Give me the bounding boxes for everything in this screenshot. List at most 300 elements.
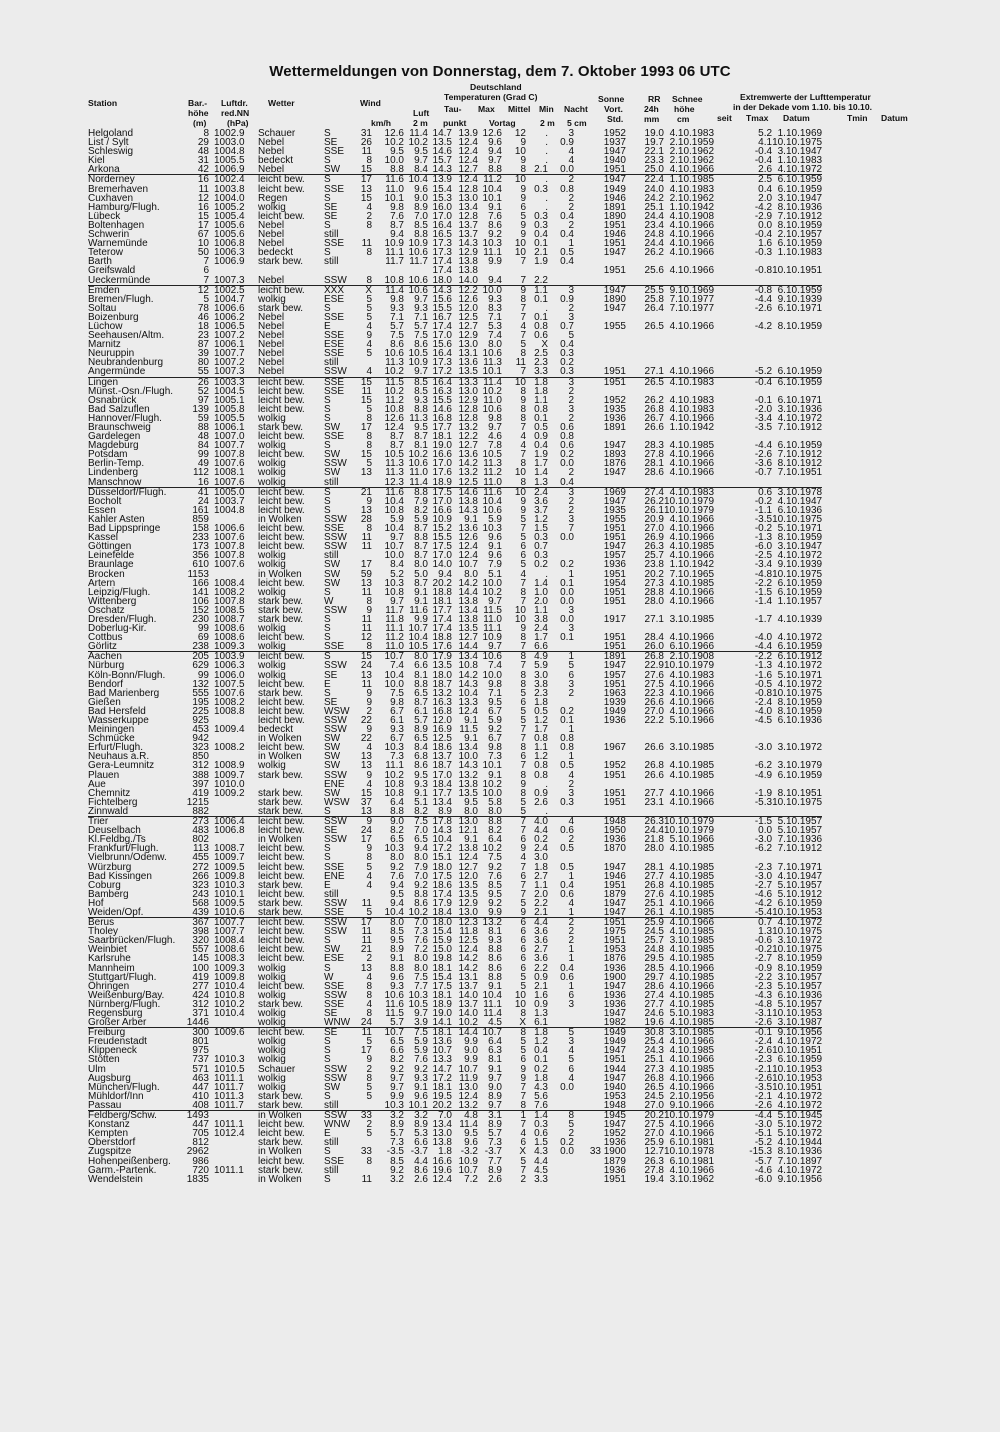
temp-air-cell: 9.6	[390, 971, 404, 983]
temp-min-cell: 10.3	[482, 238, 502, 250]
tmax-date-cell: 4.10.1966	[669, 238, 715, 250]
pressure-cell: 1007.8	[214, 550, 245, 562]
pressure-cell: 1009.5	[214, 861, 245, 873]
wind-dir-cell: SSW	[324, 458, 347, 470]
weather-cell: wolkig	[258, 293, 286, 305]
temp-min-cell: 9.6	[488, 532, 502, 544]
pressure-cell: 1006.8	[214, 238, 245, 250]
night-min-cell: 8	[520, 742, 526, 754]
tmax-date-cell: 4.10.1985	[669, 577, 715, 589]
baro-height-cell: 942	[192, 733, 209, 745]
since-year-cell: 1951	[603, 678, 626, 690]
tmin-cell: -2.3	[754, 1054, 773, 1066]
tmin-date-cell: 3.10.1972	[777, 742, 823, 754]
wind-dir-cell: SW	[324, 944, 341, 956]
tmin-cell: -4.0	[754, 632, 773, 644]
pressure-cell: 1005.4	[214, 210, 245, 222]
temp-air-cell: 10.8	[384, 504, 404, 516]
temp-air-cell: 8.8	[390, 164, 404, 176]
wind-speed-cell: 2	[366, 705, 372, 717]
wind-speed-cell: 17	[360, 1045, 372, 1057]
dewpoint-cell: 11.7	[409, 256, 428, 268]
tmin-date-cell: 8.10.1959	[777, 532, 823, 544]
weather-cell: leicht bew.	[258, 696, 305, 708]
tmin-date-cell	[772, 340, 822, 349]
temp-max-cell: 18.4	[432, 906, 452, 918]
tmax-date-cell: 4.10.1966	[669, 1072, 715, 1084]
wind-speed-cell: 4	[366, 742, 372, 754]
night-min-cell: 10	[514, 613, 526, 625]
pressure-cell: 1008.2	[214, 742, 245, 754]
temp-min-cell: 4.6	[488, 431, 502, 443]
mean-prev-cell: 12.7	[458, 164, 478, 176]
wind-dir-cell: S	[324, 403, 331, 415]
tmax-date-cell: 4.10.1908	[669, 210, 715, 222]
tmax-cell: 19.4	[644, 1173, 664, 1185]
weather-cell: in Wolken	[258, 513, 302, 525]
wind-speed-cell: 11	[361, 678, 372, 690]
sunshine-cell: 1.7	[534, 632, 548, 644]
temp-min-cell: 7.3	[488, 751, 502, 763]
tmin-date-cell: 6.10.1959	[777, 238, 823, 250]
dewpoint-cell: 7.5	[404, 817, 428, 827]
dewpoint-cell: 7.9	[414, 861, 428, 873]
dewpoint-cell: 6.5	[414, 834, 428, 846]
dewpoint-cell: 8.7	[414, 431, 428, 443]
temp-min-cell: 9.6	[488, 550, 502, 562]
dewpoint-cell: 8.7	[414, 696, 428, 708]
tmin-cell: -4.8	[754, 568, 773, 580]
snow-cell	[574, 1092, 601, 1101]
temp-min-cell: 11.1	[483, 998, 502, 1010]
temp-air-cell: 10.4	[384, 669, 404, 681]
header-wind-unit: km/h	[371, 118, 392, 128]
pressure-cell: 1007.5	[214, 678, 245, 690]
sunshine-cell: 0.8	[534, 769, 548, 781]
temp-air-cell: 10.2	[384, 137, 404, 149]
sunshine-cell: 1.1	[534, 879, 548, 891]
tmin-date-cell: 6.10.1912	[772, 652, 822, 662]
station-name-cell: Hannover/Flugh.	[88, 412, 162, 424]
sunshine-cell: .	[526, 175, 548, 185]
mean-prev-cell: 12.9	[458, 897, 478, 909]
tmax-date-cell: 4.10.1966	[669, 687, 715, 699]
night-min-cell: 9	[520, 394, 526, 406]
baro-height-cell: 48	[197, 146, 209, 158]
precip-cell: 5	[568, 660, 574, 672]
night-min-cell: 10	[514, 146, 526, 158]
snow-cell	[574, 945, 601, 954]
pressure-cell: 1005.0	[209, 487, 258, 497]
wind-dir-cell: S	[324, 632, 331, 644]
header-pres-1: Luftdr.	[221, 98, 248, 108]
weather-cell: leicht bew.	[258, 175, 324, 185]
wind-speed-cell: 24	[360, 660, 372, 672]
tmin-cell: -5.2	[754, 1137, 773, 1149]
temp-min-cell: 10.2	[482, 778, 502, 790]
pressure-cell: 1008.1	[214, 467, 245, 479]
tmin-cell: -0.7	[754, 467, 773, 479]
temp-max-cell: 14.3	[432, 164, 452, 176]
wind-dir-cell: ESE	[324, 953, 345, 965]
since-year-cell: 1951	[603, 879, 626, 891]
mean-prev-cell: 10.4	[458, 687, 478, 699]
baro-height-cell: 42	[197, 164, 209, 176]
mean-prev-cell: 9.1	[464, 513, 478, 525]
pressure-cell: 1006.1	[214, 339, 245, 351]
baro-height-cell: 113	[193, 843, 209, 855]
weather-cell: Nebel	[258, 320, 285, 332]
night-min-cell: 5	[520, 687, 526, 699]
temp-max-cell: 13.6	[432, 1036, 452, 1048]
dewpoint-cell: 8.7	[414, 550, 428, 562]
precip-cell: 0.2	[560, 449, 574, 461]
temp-max-cell: 17.4	[432, 613, 452, 625]
night-min-cell: 5	[520, 805, 526, 817]
tmin-date-cell: 2.10.1957	[777, 229, 823, 241]
tmax-cell: 27.0	[644, 705, 664, 717]
sunshine-cell: 3.0	[534, 669, 548, 681]
night-min-cell: 12	[514, 128, 526, 139]
pressure-cell: 1009.3	[214, 962, 245, 974]
station-name-cell: Magdeburg	[88, 440, 139, 452]
tmax-cell: 28.3	[644, 440, 664, 452]
temp-air-cell: 11.6	[372, 175, 404, 185]
precip-cell: 0.2	[560, 559, 574, 571]
temp-air-cell: 10.3	[384, 1099, 404, 1111]
temp-min-cell: 2.6	[488, 1173, 502, 1185]
night-min-cell: 7	[520, 724, 526, 736]
dewpoint-cell: 9.1	[414, 595, 428, 607]
since-year-cell: 1947	[603, 980, 626, 992]
temp-min-cell: 6.4	[488, 834, 502, 846]
mean-prev-cell: 7.2	[464, 1173, 478, 1185]
weather-cell: stark bew.	[258, 687, 304, 699]
since-year-cell: 1876	[603, 953, 626, 965]
tmax-date-cell: 4.10.1966	[669, 265, 715, 277]
mean-prev-cell: 10.9	[458, 1155, 478, 1167]
baro-height-cell: 367	[179, 918, 209, 928]
wind-speed-cell: 4	[366, 320, 372, 332]
tmin-date-cell: 9.10.1956	[772, 1028, 822, 1038]
precip-cell: 0.8	[560, 431, 574, 443]
snow-cell	[574, 954, 601, 963]
tmin-cell: 4.1	[758, 137, 773, 149]
temp-min-cell: 8.8	[488, 971, 502, 983]
pressure-cell: 1010.5	[214, 1063, 245, 1075]
tmin-cell: 0.4	[758, 183, 773, 195]
tmin-date-cell	[772, 349, 822, 358]
snow-cell	[574, 147, 601, 156]
tmin-date-cell: 4.10.1972	[777, 660, 823, 672]
snow-cell	[574, 1018, 601, 1028]
wind-dir-cell: SW	[324, 742, 341, 754]
baro-height-cell: 80	[197, 357, 209, 369]
temp-air-cell: 6.5	[390, 1036, 404, 1048]
night-min-cell: 9	[520, 843, 526, 855]
snow-cell	[574, 615, 601, 624]
sunshine-cell: 0.3	[534, 1119, 548, 1131]
weather-cell: leicht bew.	[258, 1155, 305, 1167]
tmin-cell: -4.2	[754, 897, 773, 909]
weather-cell: leicht bew.	[258, 678, 305, 690]
snow-cell	[574, 853, 601, 862]
weather-cell: wolkig	[258, 1081, 286, 1093]
weather-cell: leicht bew.	[258, 861, 305, 873]
sunshine-cell: 2.5	[534, 348, 548, 360]
tmax-date-cell: 4.10.1985	[669, 1045, 715, 1057]
temp-max-cell: 12.4	[432, 1173, 452, 1185]
night-min-cell: 7	[520, 302, 526, 314]
dewpoint-cell: 5.1	[414, 796, 428, 808]
night-min-cell: 9	[520, 623, 526, 635]
wind-dir-cell: S	[324, 1054, 331, 1066]
wind-speed-cell: 2	[366, 210, 372, 222]
station-name-cell: Boltenhagen	[88, 219, 145, 231]
station-name-cell: Osnabrück	[88, 394, 137, 406]
tmin-date-cell: 10.10.1953	[772, 1072, 823, 1084]
mean-prev-cell: 12.0	[458, 870, 478, 882]
mean-prev-cell: 12.7	[458, 320, 478, 332]
sunshine-cell: 1.8	[526, 1028, 548, 1038]
temp-air-cell: 7.5	[390, 687, 404, 699]
tmin-date-cell: 6.10.1959	[772, 285, 822, 295]
baro-height-cell: 87	[197, 339, 209, 351]
temp-min-cell: 9.6	[488, 137, 502, 149]
snow-cell	[574, 185, 601, 194]
temp-air-cell: 11.0	[385, 641, 404, 653]
wind-speed-cell: 5	[366, 1036, 372, 1048]
tmin-cell: -1.5	[754, 586, 773, 598]
temp-min-cell: 10.2	[482, 843, 502, 855]
baro-height-cell: 99	[197, 669, 209, 681]
wind-speed-cell	[352, 257, 372, 266]
dewpoint-cell: 7.6	[414, 1054, 428, 1066]
wind-dir-cell: SSW	[324, 274, 347, 286]
tmax-date-cell: 4.10.1966	[669, 632, 715, 644]
snow-cell	[574, 991, 601, 1000]
weather-cell: leicht bew.	[258, 843, 305, 855]
tmax-cell: 20.2	[626, 1111, 664, 1121]
station-name-cell: Essen	[88, 504, 116, 516]
wind-dir-cell: S	[324, 1090, 331, 1102]
station-name-cell: Greifswald	[88, 265, 136, 277]
dewpoint-cell: 5.7	[414, 715, 428, 726]
baro-height-cell: 161	[192, 504, 209, 516]
temp-min-cell: 9.8	[488, 742, 502, 754]
wind-speed-cell: 21	[360, 944, 372, 956]
weather-cell: wolkig	[258, 412, 286, 424]
station-name-cell: Köln-Bonn/Flugh.	[88, 669, 166, 681]
tmax-cell: 23.4	[644, 219, 664, 231]
station-name-cell: Dresden/Flugh.	[88, 613, 157, 625]
sunshine-cell: 1.1	[534, 742, 548, 754]
weather-cell: stark bew.	[258, 796, 304, 808]
wind-dir-cell: SE	[324, 696, 338, 708]
wind-dir-cell: SSW	[324, 513, 347, 525]
night-min-cell: 8	[520, 476, 526, 488]
pressure-cell: 1007.0	[214, 431, 245, 443]
temp-air-cell: 5.7	[390, 320, 404, 332]
tmax-cell: 26.4	[644, 302, 664, 314]
mean-prev-cell: 12.5	[458, 311, 478, 323]
tmax-date-cell: 4.10.1966	[664, 918, 714, 928]
temp-air-cell: 12.4	[384, 422, 404, 433]
header-nacht-2: 5 cm	[567, 118, 587, 128]
night-min-cell: 9	[502, 285, 526, 295]
sunshine-cell: 0.3	[534, 210, 548, 222]
since-year-cell: 1948	[603, 1099, 626, 1111]
sunshine-cell: 0.1	[534, 238, 548, 250]
dewpoint-cell: 8.0	[404, 652, 428, 662]
dewpoint-cell: 11.0	[409, 467, 428, 479]
tmin-date-cell: 7.10.1951	[777, 467, 823, 479]
tmax-date-cell: 4.10.1985	[669, 1063, 715, 1075]
temp-air-cell: 10.8	[384, 586, 404, 598]
baro-height-cell: 100	[192, 962, 209, 974]
precip-cell: 2	[568, 385, 574, 397]
snow-cell	[574, 881, 601, 890]
wind-speed-cell: 9	[366, 495, 372, 507]
tmax-cell: 19.0	[644, 128, 664, 139]
wind-dir-cell: WSW	[324, 705, 350, 717]
baro-height-cell: 88	[197, 422, 209, 433]
since-year-cell: 1939	[603, 696, 626, 708]
dewpoint-cell: 6.5	[414, 733, 428, 745]
wind-speed-cell: 5	[366, 348, 372, 360]
tmax-date-cell: 10.10.1979	[664, 504, 715, 516]
station-name-cell: Nürburg	[88, 660, 125, 672]
station-name-cell: Würzburg	[88, 861, 132, 873]
sunshine-cell: 3.6	[534, 935, 548, 947]
snow-cell	[574, 478, 601, 488]
temp-air-cell: 8.9	[390, 944, 404, 956]
pressure-cell: 1009.8	[214, 971, 245, 983]
temp-air-cell: 10.8	[384, 403, 404, 415]
weather-cell: leicht bew.	[258, 431, 305, 443]
snow-cell	[574, 1065, 601, 1074]
temp-min-cell: 10.3	[482, 523, 502, 535]
wind-dir-cell: S	[324, 394, 331, 406]
temp-air-cell: 10.4	[384, 523, 404, 535]
header-max: Max	[478, 104, 495, 114]
night-min-cell: 7	[520, 879, 526, 891]
tmin-cell: -2.6	[754, 1045, 773, 1057]
table-row	[88, 478, 874, 488]
temp-air-cell: 7.3	[390, 751, 404, 763]
tmax-cell: 27.4	[644, 989, 664, 1001]
wind-dir-cell: S	[324, 219, 331, 231]
baro-height-cell: 16	[197, 476, 209, 488]
wind-dir-cell: S	[324, 652, 352, 662]
wind-speed-cell: 9	[366, 769, 372, 781]
weather-cell: Nebel	[258, 146, 285, 158]
temp-min-cell: 7.5	[488, 852, 502, 864]
dewpoint-cell: 8.5	[414, 219, 428, 231]
pressure-cell: 1007.2	[214, 330, 245, 342]
precip-cell: 5	[568, 330, 574, 342]
tmax-date-cell: 4.10.1985	[669, 971, 715, 983]
tmax-cell: 26.6	[644, 742, 664, 754]
tmin-cell: -2.2	[714, 652, 772, 662]
temp-min-cell: 5.3	[488, 320, 502, 332]
tmin-date-cell: 1.10.1983	[777, 247, 823, 259]
tmin-cell: -2.3	[754, 861, 773, 873]
weather-cell: leicht bew.	[258, 403, 305, 415]
wind-dir-cell: SW	[324, 751, 341, 763]
temp-max-cell: 9.4	[438, 568, 452, 580]
wind-dir-cell: SSE	[324, 183, 345, 195]
tmin-cell: 2.6	[758, 164, 773, 176]
wind-dir-cell: W	[324, 971, 334, 983]
since-year-cell: 1946	[603, 192, 626, 204]
wind-dir-cell: S	[324, 155, 331, 167]
temp-max-cell: 19.5	[432, 1090, 452, 1102]
precip-cell: 4	[568, 146, 574, 158]
tmin-date-cell: 5.10.1957	[777, 998, 823, 1010]
since-year-cell: 1951	[601, 377, 626, 387]
tmax-cell: 28.8	[644, 586, 664, 598]
temp-min-cell: 13.2	[478, 918, 502, 928]
wind-speed-cell: 13	[360, 751, 372, 763]
snow-cell	[574, 780, 601, 789]
mean-prev-cell: 14.0	[458, 989, 478, 1001]
temp-air-cell: 10.8	[384, 787, 404, 799]
since-year-cell: 1936	[603, 715, 626, 726]
station-name-cell: Bremen/Flugh.	[88, 293, 154, 305]
baro-height-cell: 1153	[187, 568, 209, 580]
sunshine-cell: .	[545, 146, 548, 158]
since-year-cell: 1951	[603, 632, 626, 644]
dewpoint-cell: 9.5	[414, 422, 428, 433]
baro-height-cell: 453	[192, 724, 209, 736]
wind-speed-cell: 17	[360, 559, 372, 571]
tmin-date-cell: 7.10.1912	[777, 422, 823, 433]
mean-prev-cell: 13.2	[458, 422, 478, 433]
temp-max-cell: 17.3	[432, 357, 452, 369]
dewpoint-cell: 8.8	[404, 487, 428, 497]
tmax-date-cell: 5.10.1966	[669, 715, 715, 726]
tmax-date-cell: 4.10.1966	[669, 366, 715, 378]
night-min-cell: 8	[520, 586, 526, 598]
weather-cell: Nebel	[258, 137, 285, 149]
night-min-cell: 8	[520, 293, 526, 305]
tmax-date-cell: 4.10.1985	[669, 843, 715, 855]
precip-cell: 0.2	[560, 1137, 574, 1149]
tmin-cell: -5.1	[754, 1128, 773, 1140]
wind-speed-cell: 5	[366, 458, 372, 470]
tmin-cell: -2.7	[754, 953, 773, 965]
temp-min-cell: 9.0	[488, 1081, 502, 1093]
baro-height-cell: 11	[198, 183, 209, 195]
tmax-date-cell: 6.10.1966	[669, 641, 715, 653]
temp-max-cell: 10.4	[432, 834, 452, 846]
tmax-date-cell: 4.10.1966	[669, 1164, 715, 1176]
tmax-cell: 28.1	[644, 458, 664, 470]
wind-dir-cell: SSW	[324, 1111, 352, 1121]
temp-min-cell: -3.7	[484, 1146, 502, 1158]
sunshine-cell: 1.1	[534, 394, 548, 406]
weather-cell: wolkig	[258, 458, 286, 470]
header-extreme-2: in der Dekade vom 1.10. bis 10.10.	[733, 102, 873, 112]
tmin-cell: -4.2	[754, 320, 773, 332]
wind-dir-cell: SSE	[324, 861, 345, 873]
baro-height-cell: 925	[192, 715, 209, 726]
temp-air-cell: 8.2	[390, 825, 404, 837]
sunshine-cell: 0.6	[534, 1128, 548, 1140]
tmin-cell: -2.6	[754, 302, 773, 314]
snow-cell	[574, 817, 601, 827]
